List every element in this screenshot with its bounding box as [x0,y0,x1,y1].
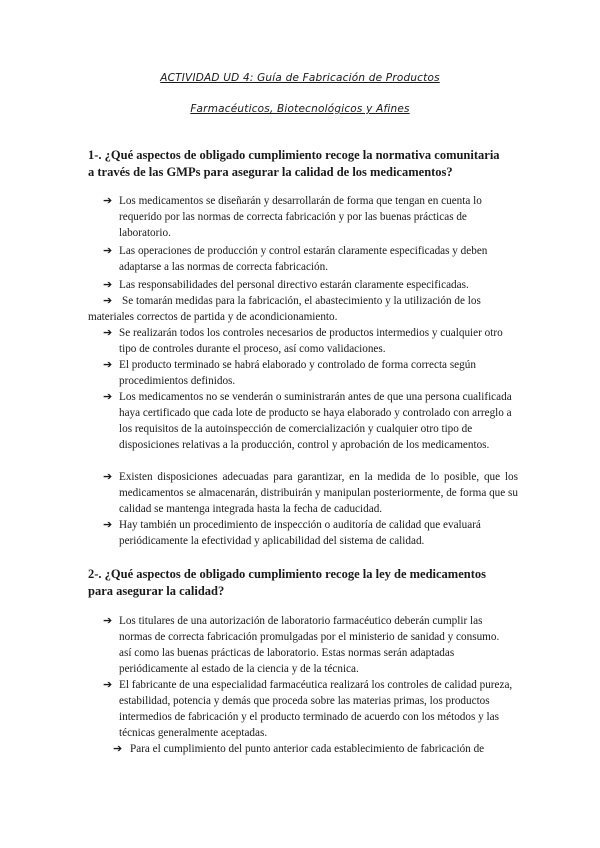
list-item [103,469,518,517]
list-item [103,193,518,241]
document-title-line-1: ACTIVIDAD UD 4: Guía de Fabricación de Productos [160,72,440,84]
list-item-text: Las responsabilidades del personal directivo estarán claramente especificadas. [119,279,469,291]
arrow-right-icon: ➔ [103,519,113,531]
list-item-text: Se realizarán todos los controles necesarios de productos intermedios y cualquier otro tipo de controles durante el proceso, así como validaciones. [119,327,503,355]
list-item-text: Los medicamentos no se venderán o suministrarán antes de que una persona cualificada haya certificado que cada lote de producto se haya elaborado y controlado con arreglo a los requisitos de la autoinspección de comercialización y cualquier otro tipo de disposiciones relativas a la producción, control y aprobación de los medicamentos. [119,391,512,451]
arrow-right-icon: ➔ [103,391,113,403]
arrow-right-icon: ➔ [113,743,123,755]
list-item-text: Las operaciones de producción y control estarán claramente especificadas y deben adaptarse a las normas de correcta fabricación. [119,245,488,273]
arrow-right-icon: ➔ [103,615,113,627]
arrow-right-icon: ➔ [103,679,113,691]
list-item-text: Existen disposiciones adecuadas para garantizar, en la medida de lo posible, que los medicamentos se almacenarán, distribuirán y manipulan posteriormente, de forma que su calidad se mantenga integrada hasta la fecha de caducidad. [119,471,518,515]
document-title-line-2: Farmacéuticos, Biotecnológicos y Afines [190,103,410,115]
arrow-right-icon: ➔ [103,471,113,483]
list-item-text: Los titulares de una autorización de laboratorio farmacéutico deberán cumplir las normas de correcta fabricación promulgadas por el ministerio de sanidad y consumo. así como las buenas prácticas de laboratorio. Estas normas serán adaptadas periódicamente al estado de la ciencia y de la técnica. [119,615,500,675]
list-item [103,277,523,293]
list-item [103,325,503,357]
list-item-text: El producto terminado se habrá elaborado y controlado de forma correcta según procedimientos definidos. [119,359,476,387]
list-item-text: Hay también un procedimiento de inspección o auditoría de calidad que evaluará periódicamente la efectividad y aplicabilidad del sistema de calidad. [119,519,481,547]
arrow-right-icon: ➔ [103,195,113,207]
arrow-right-icon: ➔ [103,327,113,339]
list-item [103,389,518,453]
list-item [88,293,508,325]
list-item-text: Se tomarán medidas para la fabricación, el abastecimiento y la utilización de los materiales correctos de partida y de acondicionamiento. [88,295,481,323]
list-item [103,677,518,741]
arrow-right-icon: ➔ [103,295,113,307]
list-item [113,741,513,757]
question-2: 2-. ¿Qué aspectos de obligado cumplimiento recoge la ley de medicamentos para asegurar la calidad? [88,567,486,598]
arrow-right-icon: ➔ [103,279,113,291]
arrow-right-icon: ➔ [103,245,113,257]
arrow-right-icon: ➔ [103,359,113,371]
list-item [103,243,503,275]
list-item-text: Para el cumplimiento del punto anterior cada establecimiento de fabricación de [130,743,485,755]
list-item-text: Los medicamentos se diseñarán y desarrollarán de forma que tengan en cuenta lo requerido por las normas de correcta fabricación y por las buenas prácticas de laboratorio. [119,195,482,239]
list-item [103,357,503,389]
list-item [103,613,503,677]
list-item [103,517,518,549]
question-1: 1-. ¿Qué aspectos de obligado cumplimiento recoge la normativa comunitaria a través de las GMPs para asegurar la calidad de los medicamentos? [88,148,500,179]
list-item-text: El fabricante de una especialidad farmacéutica realizará los controles de calidad pureza, estabilidad, potencia y demás que proceda sobre las materias primas, los productos intermedios de fabricación y el producto terminado de acuerdo con los métodos y las técnicas generalmente aceptadas. [119,679,513,739]
